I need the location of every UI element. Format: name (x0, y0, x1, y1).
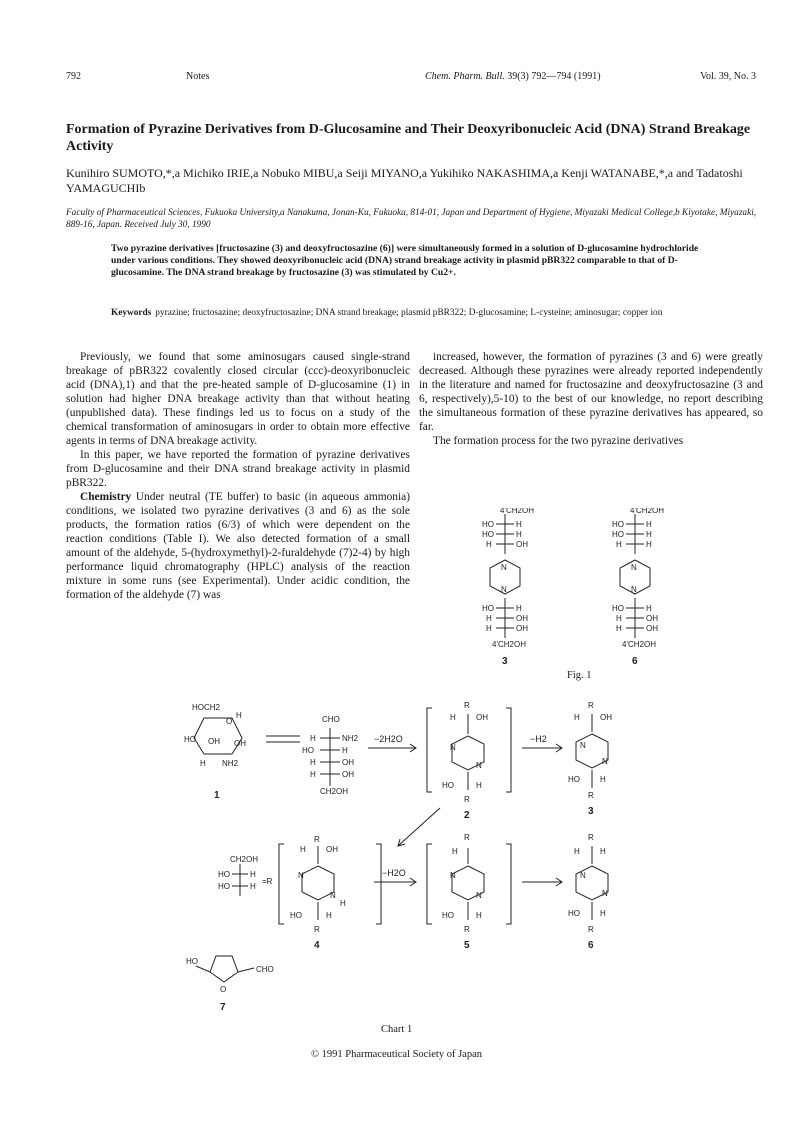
chart1-label-1: 1 (214, 790, 220, 801)
svg-text:H: H (250, 870, 256, 879)
svg-text:N: N (580, 871, 586, 880)
chart1-label-6: 6 (588, 940, 594, 951)
svg-text:CHO: CHO (256, 965, 274, 974)
svg-text:H: H (616, 614, 622, 623)
paper-title: Formation of Pyrazine Derivatives from D-Glucosamine and Their Deoxyribonucleic Acid (DNA) Strand Breakage Activity (66, 122, 751, 154)
fig1-top-label-6: 4'CH2OH (630, 508, 664, 515)
svg-text:H: H (300, 845, 306, 854)
svg-text:OH: OH (326, 845, 338, 854)
affiliation: Faculty of Pharmaceutical Sciences, Fukuoka University,a Nanakuma, Jonan-Ku, Fukuoka, 814-01, Japan and Department of Hygiene, Miyazaki Medical College,b Kiyotake, Miyazaki, 889-16, Japan. Received July 30, 1990 (66, 208, 757, 230)
svg-text:HO: HO (302, 746, 314, 755)
svg-text:CH2OH: CH2OH (230, 855, 259, 864)
svg-text:H: H (452, 847, 458, 856)
fig1-caption: Fig. 1 (567, 670, 592, 681)
svg-text:H: H (616, 624, 622, 633)
fig1-bottom-label-6: 4'CH2OH (622, 640, 656, 649)
svg-text:O: O (220, 985, 227, 994)
keywords (111, 307, 721, 319)
svg-text:H: H (516, 530, 522, 539)
svg-text:HO: HO (482, 530, 494, 539)
svg-text:N: N (450, 871, 456, 880)
svg-text:OH: OH (516, 614, 528, 623)
svg-text:HO: HO (612, 530, 624, 539)
svg-text:N: N (580, 741, 586, 750)
svg-text:OH: OH (646, 614, 658, 623)
svg-text:HO: HO (612, 520, 624, 529)
svg-text:R: R (588, 925, 594, 934)
svg-text:H: H (646, 604, 652, 613)
svg-text:N: N (450, 743, 456, 752)
paragraph-text: Under neutral (TE buffer) to basic (in aqueous ammonia) conditions, we isolated two pyrazine derivatives (3 and 6) as the sole products, the formation ratios (6/3) of which were dependent on the reaction conditions (Table I). We also detected formation of a small amount of the aldehyde, 5-(hydroxymethyl)-2-furaldehyde (7)2-4) by high performance liquid chromatography (HPLC) analysis of the reaction mixture in some runs (see Experimental). Under acidic condition, the formation of the aldehyde (7) was (66, 491, 410, 601)
chart-1 (170, 698, 640, 1028)
author-list: Kunihiro SUMOTO,*,a Michiko IRIE,a Nobuko MIBU,a Seiji MIYANO,a Yukihiko NAKASHIMA,a Kenji WATANABE,*,a and Tadatoshi YAMAGUCHIb (66, 166, 743, 195)
svg-text:N: N (602, 757, 608, 766)
svg-text:H: H (342, 746, 348, 755)
svg-text:H: H (250, 882, 256, 891)
svg-text:HO: HO (218, 882, 230, 891)
svg-text:N: N (501, 585, 507, 594)
chart1-ch2oh: CH2OH (320, 787, 349, 796)
svg-text:H: H (516, 520, 522, 529)
svg-text:H: H (450, 713, 456, 722)
svg-text:H: H (236, 711, 242, 720)
section-label: Notes (186, 71, 210, 82)
copyright-line: © 1991 Pharmaceutical Society of Japan (311, 1049, 482, 1060)
fig1-bottom-label-3: 4'CH2OH (492, 640, 526, 649)
svg-text:R: R (464, 925, 470, 934)
svg-text:OH: OH (208, 737, 220, 746)
chart1-arrow-label-3: −H2O (382, 868, 406, 878)
svg-text:R: R (464, 795, 470, 804)
chart1-label-7: 7 (220, 1002, 226, 1013)
keywords-text: pyrazine; fructosazine; deoxyfructosazine; DNA strand breakage; plasmid pBR322; D-glucosamine; L-cysteine; aminosugar; copper ion (155, 308, 663, 318)
svg-text:H: H (310, 734, 316, 743)
svg-text:R: R (314, 925, 320, 934)
svg-text:N: N (602, 889, 608, 898)
fig1-top-label-3: 4'CH2OH (500, 508, 534, 515)
svg-text:H: H (200, 759, 206, 768)
svg-text:H: H (476, 781, 482, 790)
section-runin-heading: Chemistry (80, 491, 132, 503)
body-column-left (66, 350, 410, 602)
paragraph: The formation process for the two pyrazine derivatives (433, 435, 684, 447)
svg-text:OH: OH (516, 540, 528, 549)
svg-text:H: H (486, 540, 492, 549)
svg-text:OH: OH (476, 713, 488, 722)
chart1-label-4: 4 (314, 940, 320, 951)
svg-text:HO: HO (482, 604, 494, 613)
svg-text:OH: OH (600, 713, 612, 722)
svg-text:HO: HO (612, 604, 624, 613)
svg-text:HO: HO (218, 870, 230, 879)
page-number: 792 (66, 71, 81, 82)
svg-text:N: N (631, 585, 637, 594)
svg-text:HO: HO (184, 735, 196, 744)
journal-citation (425, 71, 601, 82)
fig1-compound-3: 3 (502, 656, 508, 667)
svg-text:H: H (516, 604, 522, 613)
journal-issue: 39(3) 792—794 (1991) (507, 71, 601, 82)
svg-text:HO: HO (186, 957, 198, 966)
abstract: Two pyrazine derivatives [fructosazine (3) and deoxyfructosazine (6)] were simultaneously formed in a solution of D-glucosamine hydrochloride under various conditions. They showed deoxyribonucleic acid (DNA) strand breakage activity in plasmid pBR322 comparable to that of D-glucosamine. The DNA strand breakage by fructosazine (3) was stimulated by Cu2+. (111, 243, 699, 278)
structure-1-ring (194, 718, 242, 754)
svg-text:HO: HO (442, 781, 454, 790)
keywords-label: Keywords (111, 308, 152, 318)
chart1-cho: CHO (322, 715, 340, 724)
svg-text:H: H (646, 520, 652, 529)
svg-text:NH2: NH2 (342, 734, 359, 743)
volume-label: Vol. 39, No. 3 (700, 71, 756, 82)
svg-text:N: N (501, 563, 507, 572)
svg-text:R: R (464, 833, 470, 842)
svg-text:R: R (588, 701, 594, 710)
chart1-hoch2: HOCH2 (192, 703, 221, 712)
chart1-arrow-label-1: −2H2O (374, 734, 403, 744)
chart1-arrow-label-2: −H2 (530, 734, 547, 744)
figure-1 (470, 508, 730, 678)
chart1-nh2: NH2 (222, 759, 239, 768)
svg-text:H: H (574, 713, 580, 722)
paragraph: In this paper, we have reported the formation of pyrazine derivatives from D-glucosamine and their DNA strand breakage activity in plasmid pBR322. (66, 449, 410, 489)
journal-name: Chem. Pharm. Bull. (425, 71, 505, 82)
svg-text:HO: HO (568, 909, 580, 918)
svg-text:H: H (486, 614, 492, 623)
svg-text:H: H (486, 624, 492, 633)
svg-text:H: H (600, 909, 606, 918)
svg-text:R: R (588, 833, 594, 842)
svg-text:OH: OH (342, 770, 354, 779)
svg-text:=R: =R (262, 877, 273, 886)
svg-text:H: H (310, 770, 316, 779)
svg-text:H: H (476, 911, 482, 920)
svg-text:OH: OH (516, 624, 528, 633)
svg-text:H: H (600, 847, 606, 856)
svg-text:H: H (340, 899, 346, 908)
fig1-compound-6: 6 (632, 656, 638, 667)
chart1-label-2: 2 (464, 810, 470, 821)
svg-text:O: O (226, 717, 233, 726)
svg-text:HO: HO (482, 520, 494, 529)
svg-text:R: R (588, 791, 594, 800)
svg-text:OH: OH (342, 758, 354, 767)
chart1-label-5: 5 (464, 940, 470, 951)
svg-text:N: N (631, 563, 637, 572)
svg-text:R: R (464, 701, 470, 710)
paragraph: Previously, we found that some aminosugars caused single-strand breakage of pBR322 covalently closed circular (ccc)-deoxyribonucleic acid (DNA),1) and that the pre-heated sample of D-glucosamine (1) in solution had higher DNA breakage activity than that without heating (unpublished data). These findings led us to focus on a study of the chemical transformation of aminosugars in order to obtain more effective agents in terms of DNA breakage activity. (66, 351, 410, 447)
svg-text:H: H (616, 540, 622, 549)
paragraph (66, 490, 410, 602)
svg-text:HO: HO (442, 911, 454, 920)
svg-text:H: H (310, 758, 316, 767)
chart1-label-3: 3 (588, 806, 594, 817)
svg-text:N: N (476, 891, 482, 900)
svg-text:H: H (600, 775, 606, 784)
svg-text:R: R (314, 835, 320, 844)
svg-text:HO: HO (568, 775, 580, 784)
svg-text:OH: OH (234, 739, 246, 748)
svg-text:H: H (326, 911, 332, 920)
svg-text:N: N (476, 761, 482, 770)
svg-text:H: H (574, 847, 580, 856)
chart1-caption: Chart 1 (381, 1024, 413, 1035)
svg-text:H: H (646, 530, 652, 539)
svg-text:OH: OH (646, 624, 658, 633)
paragraph: increased, however, the formation of pyrazines (3 and 6) were greatly decreased. Although these pyrazines were already reported independently in the literature and named for fructosazine and deoxyfructosazine (3 and 6, respectively),5-10) to the best of our knowledge, no report describing the simultaneous formation of these pyrazine derivatives has appeared, so far. (419, 351, 763, 433)
structure-7-ring (210, 956, 238, 982)
svg-text:H: H (646, 540, 652, 549)
svg-text:N: N (298, 871, 304, 880)
svg-text:N: N (330, 891, 336, 900)
svg-text:HO: HO (290, 911, 302, 920)
body-column-right (419, 350, 763, 448)
